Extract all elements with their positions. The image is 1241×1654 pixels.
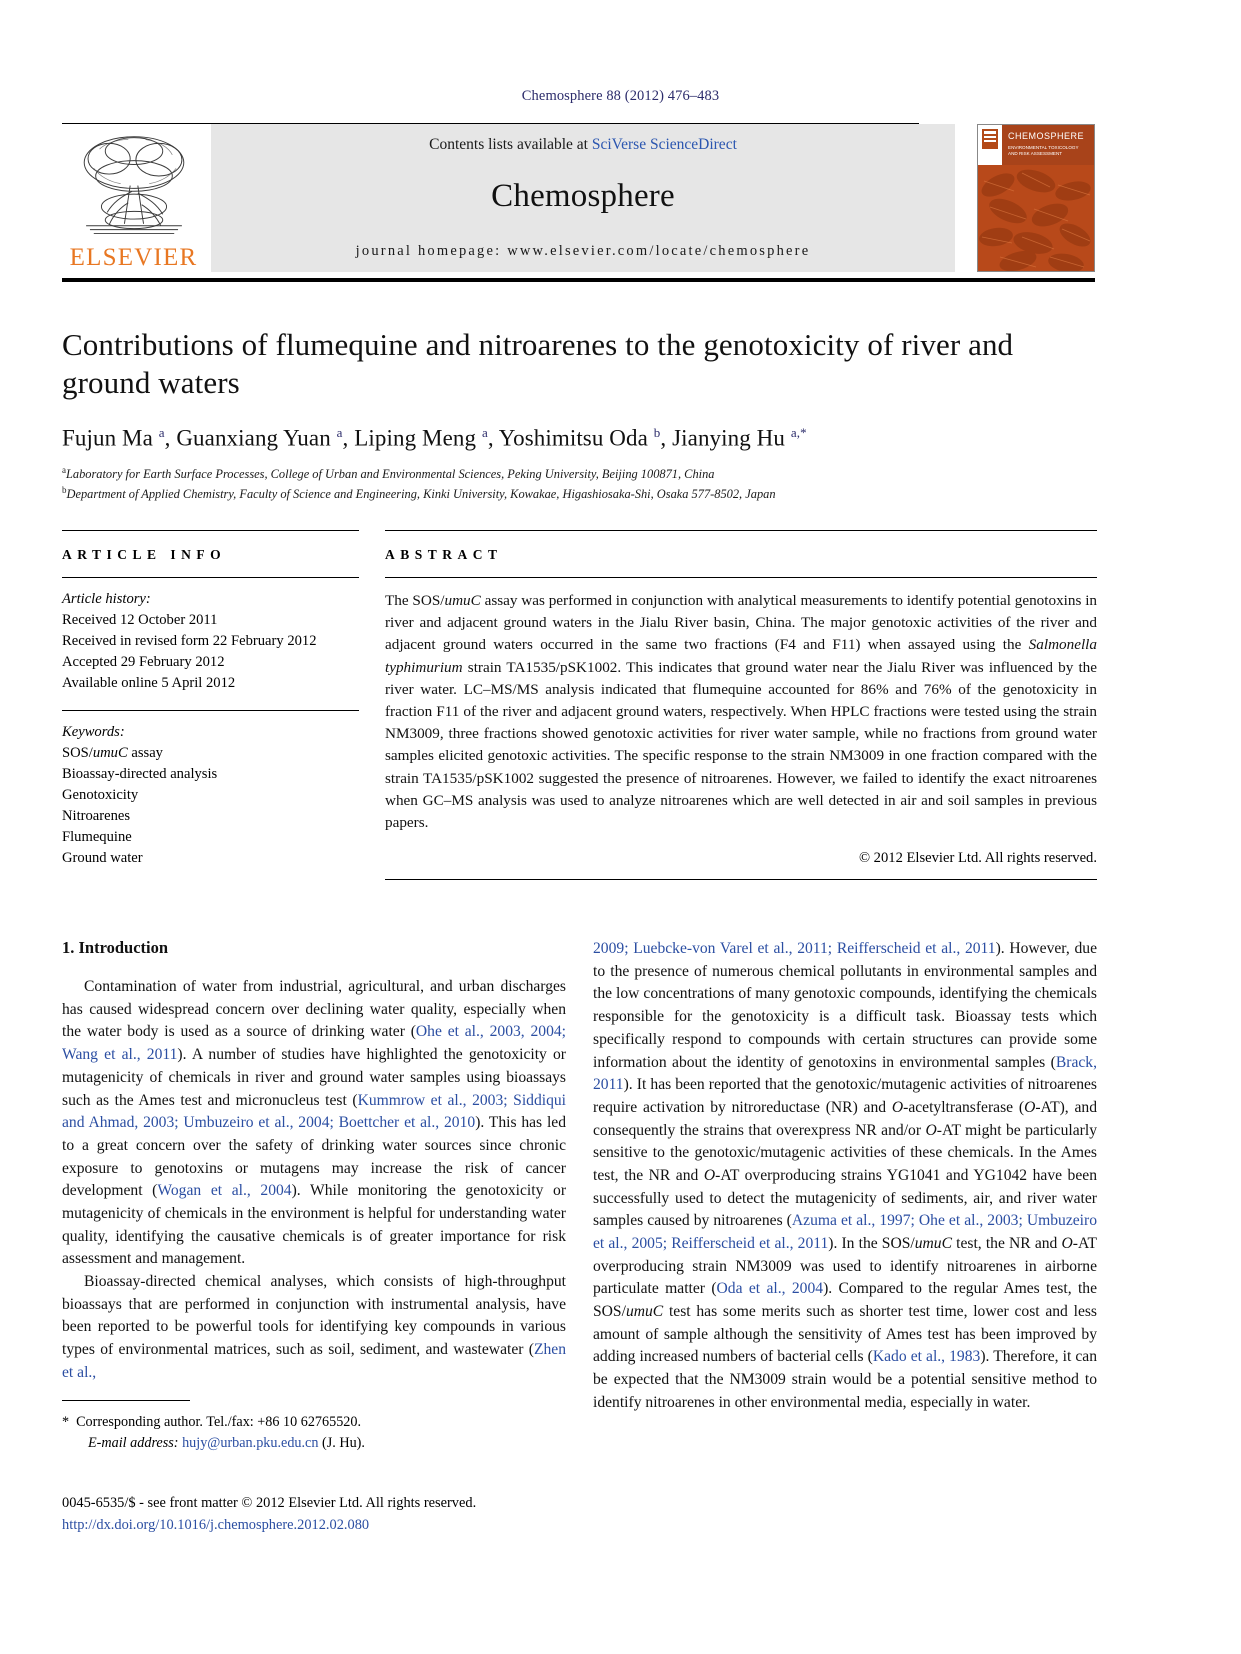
affiliation-marker: a bbox=[62, 464, 66, 475]
body-columns bbox=[62, 938, 1097, 1414]
author-affiliation-marker: a bbox=[481, 424, 488, 440]
contents-available-line bbox=[429, 136, 737, 154]
author-affiliation-marker: b bbox=[653, 424, 661, 440]
footnote-row-1 bbox=[62, 1412, 566, 1433]
email-suffix: (J. Hu). bbox=[322, 1435, 365, 1452]
article-history-item: Available online 5 April 2012 bbox=[62, 675, 236, 691]
article-history-item: Received 12 October 2011 bbox=[62, 612, 218, 628]
body-paragraph: 2009; Luebcke-von Varel et al., 2011; Reifferscheid et al., 2011). However, due to the presence of numerous chemical pollutants in environmental samples and the low concentrations of many genotoxic compounds, identifying the chemicals responsible for the genotoxicity is a difficult task. Bioassay tests which specifically respond to compounds with certain structures can provide some information about the identity of genotoxins in environmental samples (Brack, 2011). It has been reported that the genotoxic/mutagenic activities of nitroarenes require activation by nitroreductase (NR) and O-acetyltransferase (O-AT), and consequently the strains that overexpress NR and/or O-AT might be particularly sensitive to the genotoxic/mutagenic activities of these chemicals. In the Ames test, the NR and O-AT overproducing strains YG1041 and YG1042 have been successfully used to detect the mutagenicity of sediments, air, and river water samples caused by nitroarenes (Azuma et al., 1997; Ohe et al., 2003; Umbuzeiro et al., 2005; Reifferscheid et al., 2011). In the SOS/umuC test, the NR and O-AT overproducing strain NM3009 was used to identify nitroarenes in airborne particulate matter (Oda et al., 2004). Compared to the regular Ames test, the SOS/umuC test has some merits such as shorter test time, lower cost and less amount of sample although the sensitivity of Ames test has been improved by adding increased numbers of bacterial cells (Kado et al., 1983). Therefore, it can be expected that the NM3009 strain would be a potential sensitive method to identify nitroarenes in other environmental media, especially in water. bbox=[593, 940, 1098, 1411]
article-info-heading: ARTICLE INFO bbox=[62, 547, 227, 562]
keyword-item: Nitroarenes bbox=[62, 808, 131, 824]
citation-link[interactable]: Azuma et al., 1997; Ohe et al., 2003; Umbuzeiro et al., 2005; Reifferscheid et al., 2011 bbox=[593, 1212, 1097, 1252]
email-label: E-mail address: bbox=[88, 1435, 179, 1452]
svg-text:CHEMOSPHERE: CHEMOSPHERE bbox=[1008, 131, 1085, 141]
running-head: Chemosphere 88 (2012) 476–483 bbox=[521, 88, 720, 104]
abstract-text bbox=[385, 578, 1097, 834]
body-paragraph: Contamination of water from industrial, agricultural, and urban discharges has caused widespread concern over declining water quality, especially when the water body is used as a source of drinking water (Ohe et al., 2003, 2004; Wang et al., 2011). A number of studies have highlighted the genotoxicity or mutagenicity of chemicals in river and ground water samples using bioassays such as the Ames test and micronucleus test (Kummrow et al., 2003; Siddiqui and Ahmad, 2003; Umbuzeiro et al., 2004; Boettcher et al., 2010). This has led to a great concern over the safety of drinking water sources since chronic exposure to genotoxins or mutagens may increase the risk of cancer development (Wogan et al., 2004). While monitoring the genotoxicity or mutagenicity of chemicals in the environment is helpful for understanding water quality, identifying the causative chemicals is of greater importance for risk assessment and management. bbox=[62, 978, 567, 1268]
citation-link[interactable]: 2009; Luebcke-von Varel et al., 2011; Reifferscheid et al., 2011 bbox=[593, 940, 996, 958]
abstract-heading: ABSTRACT bbox=[385, 547, 503, 562]
keyword-item: SOS/umuC assay bbox=[62, 745, 163, 761]
abstract-span: strain TA1535/pSK1002. This indicates that ground water near the Jialu River was influenced by the river water. LC–MS/MS analysis indicated that flumequine accounted for 86% and 76% of the genotoxicity in fraction F11 of the river and adjacent ground waters, respectively. When HPLC fractions were tested using the strain NM3009, three fractions showed genotoxic activities for river water sample, while no fractions from ground water samples elicited genotoxic activities. The specific response to the strain NM3009 in one fraction compared with the strain TA1535/pSK1002 suggested the presence of nitroarenes. However, we failed to identify the exact nitroarenes when GC–MS analysis was used to analyze nitroarenes which are well detected in air and soil samples in previous papers. bbox=[385, 658, 1097, 831]
doi-link[interactable]: http://dx.doi.org/10.1016/j.chemosphere.2012.02.080 bbox=[62, 1517, 370, 1534]
citation-link[interactable]: Ohe et al., 2003, 2004; Wang et al., 2011 bbox=[62, 1023, 567, 1064]
article-history-block bbox=[62, 578, 359, 869]
italic-term: umuC bbox=[914, 1235, 953, 1252]
masthead-center-panel bbox=[211, 124, 955, 272]
keyword-item: Flumequine bbox=[62, 829, 132, 845]
article-history-item: Received in revised form 22 February 2012 bbox=[62, 633, 317, 649]
author-name: Liping Meng bbox=[354, 425, 482, 451]
citation-link[interactable]: Kado et al., 1983 bbox=[872, 1348, 981, 1366]
keyword-item: Ground water bbox=[62, 850, 143, 866]
citation-link[interactable]: Kummrow et al., 2003; Siddiqui and Ahmad, 2003; Umbuzeiro et al., 2004; Boettcher et al., 2010 bbox=[62, 1091, 567, 1132]
abstract-italic-term: Salmonella typhimurium bbox=[385, 636, 1097, 676]
keyword-item: Genotoxicity bbox=[62, 787, 139, 803]
author-affiliation-marker: a,* bbox=[790, 424, 807, 440]
author-name: Jianying Hu bbox=[672, 425, 791, 451]
author-name: Yoshimitsu Oda bbox=[498, 425, 654, 451]
citation-link[interactable]: Zhen et al., bbox=[62, 1341, 566, 1381]
italic-term: O bbox=[703, 1166, 716, 1184]
cover-art bbox=[978, 125, 1094, 271]
article-history-list bbox=[62, 610, 359, 694]
svg-text:ENVIRONMENTAL TOXICOLOGY: ENVIRONMENTAL TOXICOLOGY bbox=[1008, 145, 1079, 150]
italic-term: O bbox=[925, 1121, 937, 1139]
abstract-italic-term: umuC bbox=[444, 592, 481, 609]
body-column-left bbox=[62, 938, 566, 1414]
author-affiliation-marker: a bbox=[158, 424, 165, 440]
affiliation-text: Laboratory for Earth Surface Processes, College of Urban and Environmental Sciences, Peking University, Beijing 100871, China bbox=[66, 466, 715, 481]
author-name: Guanxiang Yuan bbox=[176, 425, 337, 451]
footnote-row-2 bbox=[62, 1433, 566, 1454]
author-affiliation-marker: a bbox=[336, 424, 343, 440]
article-info-column bbox=[62, 530, 359, 880]
abstract-column bbox=[385, 530, 1097, 880]
left-column-paragraphs bbox=[62, 976, 566, 1384]
elsevier-wordmark: ELSEVIER bbox=[69, 244, 198, 271]
title-block bbox=[62, 326, 1097, 504]
journal-title: Chemosphere bbox=[491, 178, 675, 214]
author-list: Fujun Ma $^a$, Guanxiang Yuan $^a$, Liping Meng $^a$, Yoshimitsu Oda $^b$, Jianying Hu $^{a,*}$ bbox=[62, 424, 807, 451]
asterisk-icon: * bbox=[62, 1414, 70, 1430]
affiliation-a bbox=[62, 464, 1097, 484]
keyword-item: Bioassay-directed analysis bbox=[62, 766, 218, 782]
info-abstract-region bbox=[62, 530, 1097, 880]
keywords-label: Keywords: bbox=[62, 724, 125, 740]
info-divider bbox=[62, 710, 359, 711]
right-column-paragraphs bbox=[593, 938, 1097, 1414]
page-title: Contributions of flumequine and nitroarenes to the genotoxicity of river and ground waters bbox=[62, 327, 1014, 401]
footnote-text bbox=[62, 1412, 566, 1455]
article-history-label: Article history: bbox=[62, 591, 151, 607]
sciencedirect-link[interactable]: SciVerse ScienceDirect bbox=[591, 136, 737, 153]
section-title-introduction: 1. Introduction bbox=[62, 938, 169, 958]
author-name: Fujun Ma bbox=[62, 425, 159, 451]
abstract-span: assay was performed in conjunction with analytical measurements to identify potential genotoxins in river and adjacent ground waters in the Jialu River basin, China. The major genotoxic activities of the river and adjacent ground waters occurred in the same two fractions (F4 and F11) when assayed using the bbox=[385, 592, 1098, 654]
masthead-bottom-rule bbox=[62, 278, 1095, 282]
citation-link[interactable]: Brack, 2011 bbox=[593, 1053, 1097, 1094]
journal-masthead bbox=[62, 123, 1179, 282]
corresponding-author-text: Corresponding author. Tel./fax: +86 10 62765520. bbox=[76, 1414, 362, 1430]
elsevier-tree-icon bbox=[68, 130, 200, 243]
email-link[interactable]: hujy@urban.pku.edu.cn bbox=[182, 1435, 319, 1452]
corresponding-author-footnote bbox=[62, 1400, 566, 1455]
svg-text:AND RISK ASSESSMENT: AND RISK ASSESSMENT bbox=[1008, 151, 1063, 156]
body-column-right bbox=[593, 938, 1097, 1414]
body-paragraph: Bioassay-directed chemical analyses, which consists of high-throughput bioassays that are performed in conjunction with instrumental analysis, have been reported to be powerful tools for identifying key compounds in various types of environmental matrices, such as soil, sediment, and wastewater (Zhen et al., bbox=[62, 1273, 566, 1381]
elsevier-logo bbox=[62, 124, 205, 272]
citation-link[interactable]: Oda et al., 2004 bbox=[716, 1280, 824, 1298]
italic-term: O bbox=[1024, 1098, 1036, 1116]
affiliation-text: Department of Applied Chemistry, Faculty of Science and Engineering, Kinki University, Kowakae, Higashiosaka-Shi, Osaka 577-8502, Japan bbox=[66, 487, 776, 502]
affiliation-b bbox=[62, 484, 1097, 504]
journal-cover-thumbnail bbox=[977, 124, 1095, 272]
abstract-span: The SOS/ bbox=[385, 592, 445, 609]
footnote-rule bbox=[62, 1400, 190, 1401]
imprint-block bbox=[62, 1492, 682, 1537]
italic-term: umuC bbox=[625, 1303, 664, 1321]
contents-prefix: Contents lists available at bbox=[429, 136, 592, 153]
italic-term: O bbox=[891, 1098, 904, 1116]
journal-homepage[interactable]: journal homepage: www.elsevier.com/locate/chemosphere bbox=[355, 243, 811, 259]
front-matter-line: 0045-6535/$ - see front matter © 2012 Elsevier Ltd. All rights reserved. bbox=[62, 1495, 477, 1511]
keywords-list bbox=[62, 743, 359, 869]
abstract-copyright: © 2012 Elsevier Ltd. All rights reserved. bbox=[858, 850, 1097, 867]
affiliation-marker: b bbox=[62, 485, 67, 496]
article-history-item: Accepted 29 February 2012 bbox=[62, 654, 225, 670]
citation-link[interactable]: Wogan et al., 2004 bbox=[157, 1182, 292, 1200]
abstract-rule-end bbox=[385, 879, 1097, 880]
italic-term: O bbox=[1061, 1235, 1073, 1252]
